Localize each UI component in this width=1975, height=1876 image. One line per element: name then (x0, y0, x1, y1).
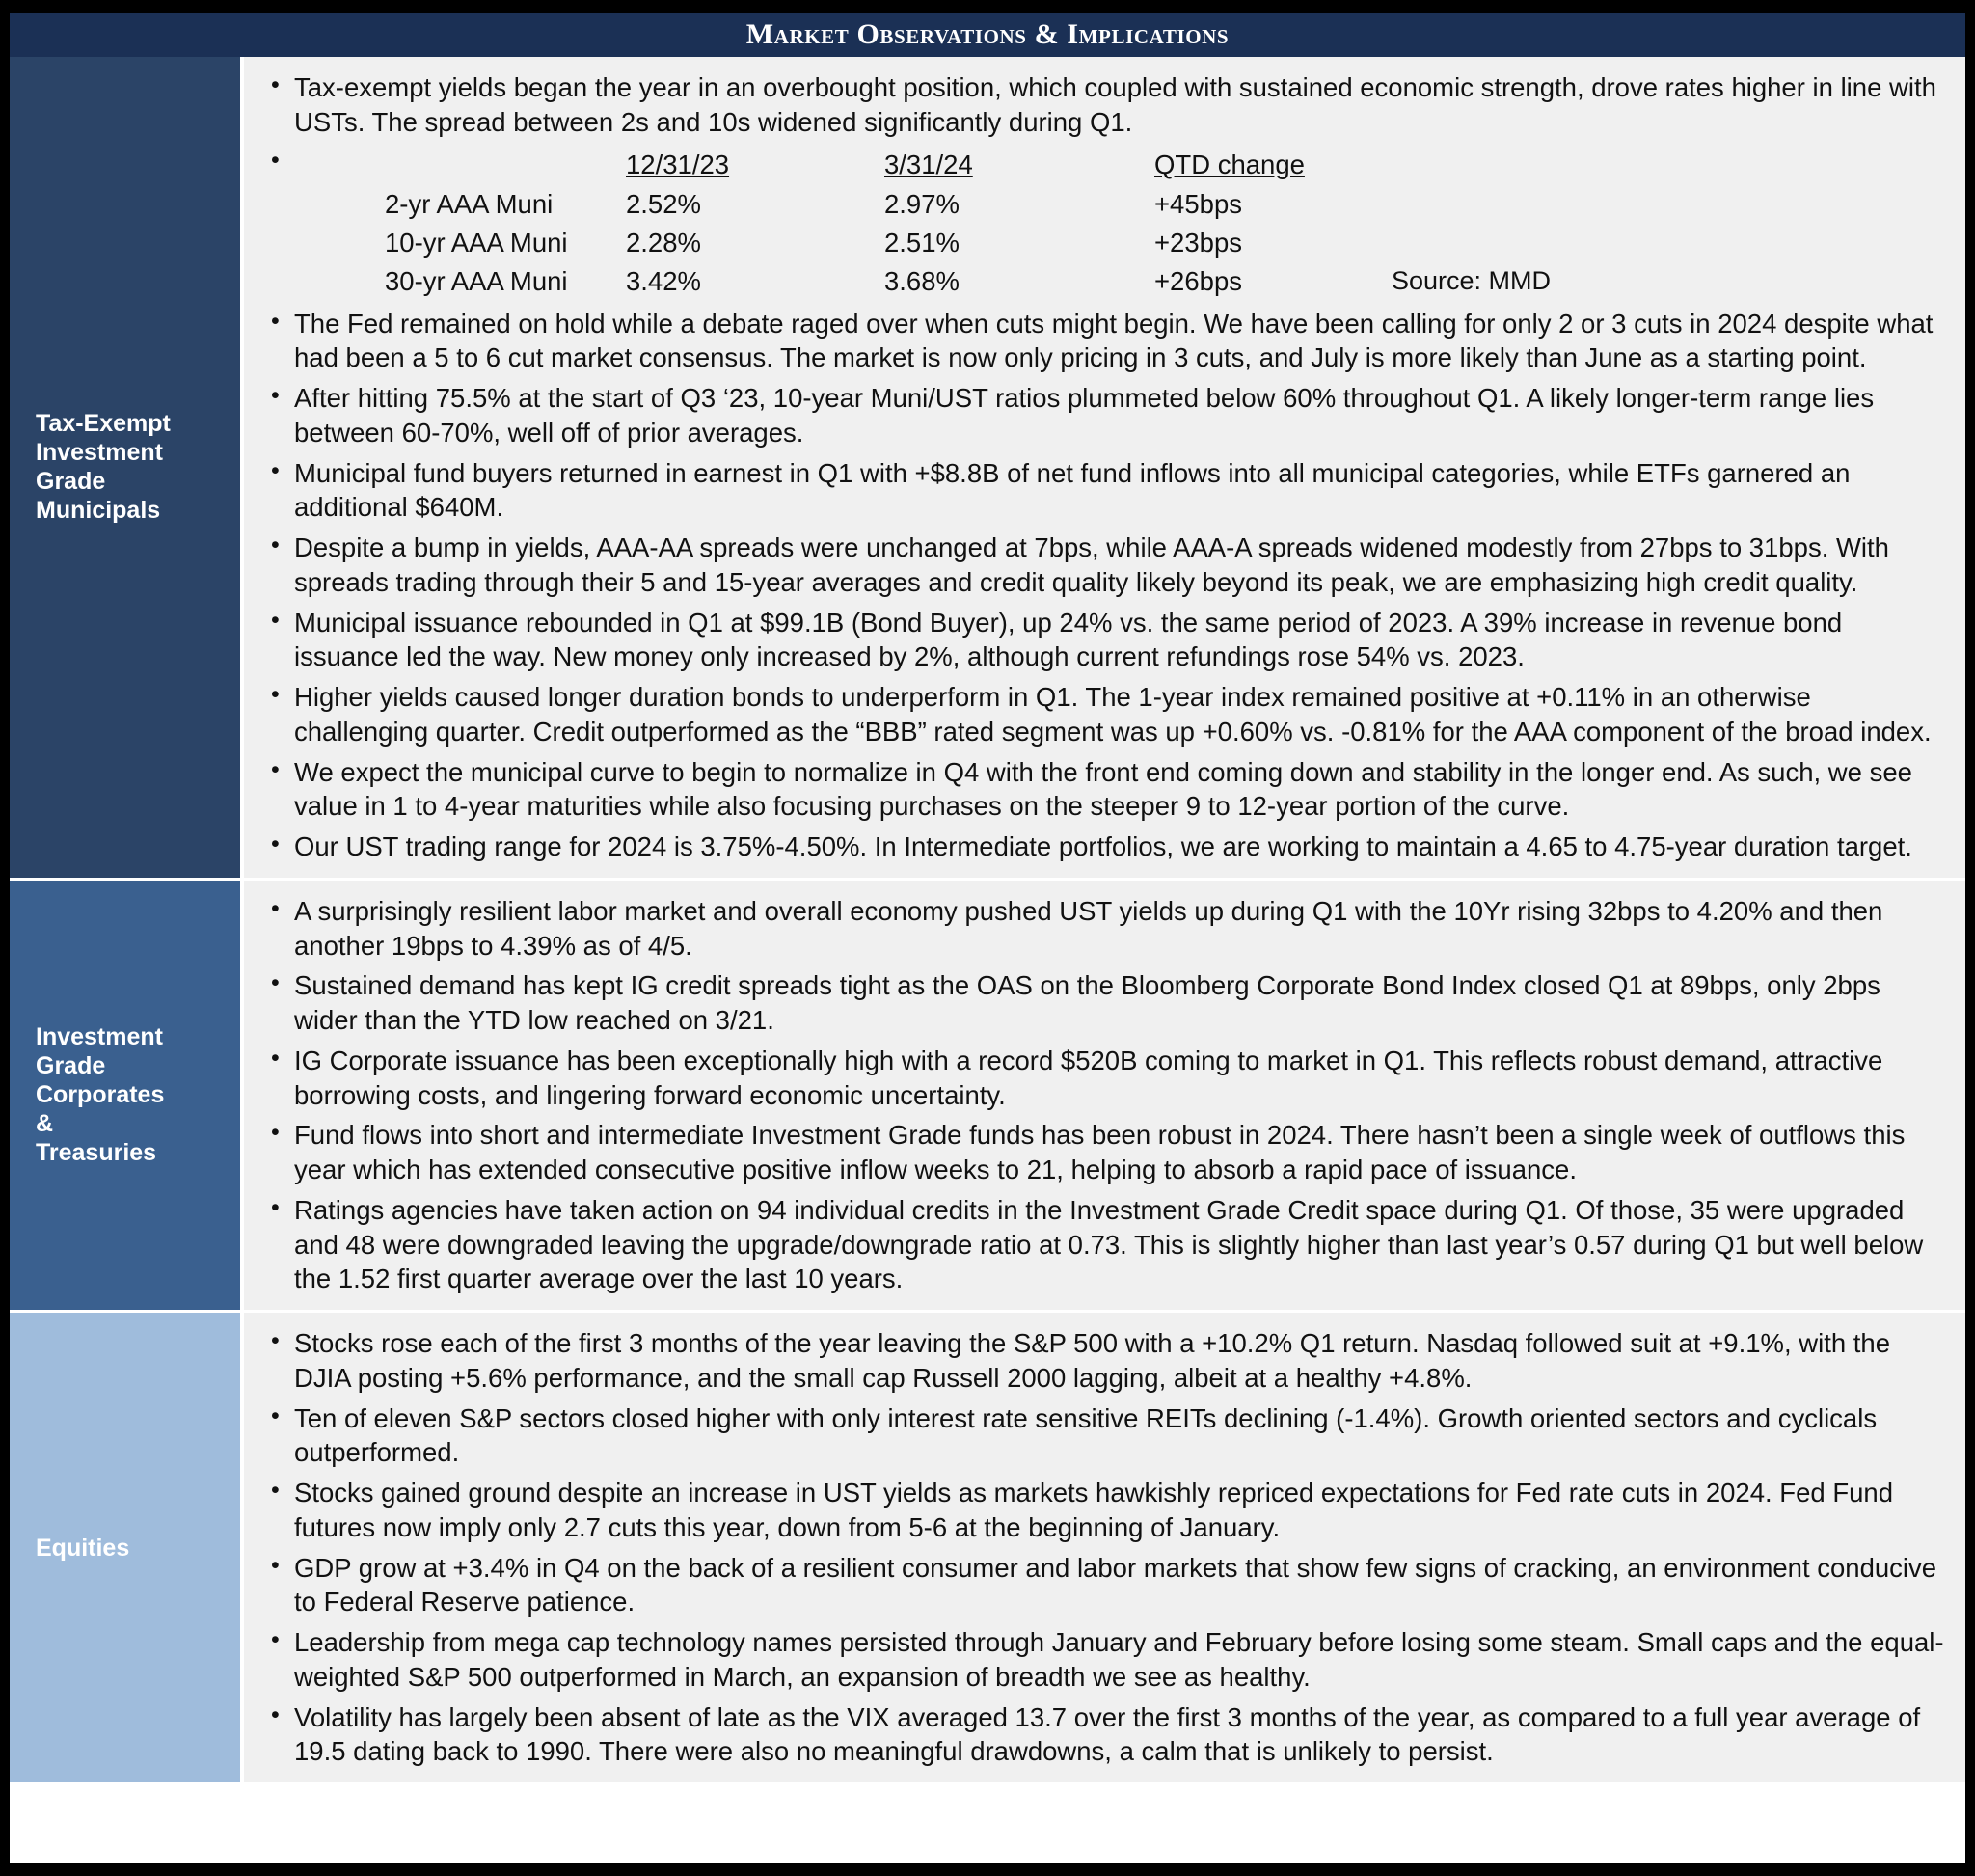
muni-yield-table-body (385, 185, 1386, 300)
cell-12-31-23: 3.42% (626, 265, 701, 296)
bullet-item: • GDP grow at +3.4% in Q4 on the back of a resilient consumer and labor markets that show few signs of cracking, an environment conducive to Federal Reserve patience. (261, 1551, 1944, 1620)
section-label-tax-exempt-municipals (10, 57, 244, 878)
section-equities (10, 1313, 1965, 1782)
muni-yield-table-head (385, 146, 1386, 186)
section-label-line: Grade (36, 1052, 106, 1080)
bullet-item: • Fund flows into short and intermediate Investment Grade funds has been robust in 2024. There hasn’t been a single week of outflows this year which has extended consecutive positive inflow weeks to 21, helping to absorb a rapid pace of issuance. (261, 1118, 1944, 1187)
bullet-item: • After hitting 75.5% at the start of Q3 ‘23, 10-year Muni/UST ratios plummeted below 60% throughout Q1. A likely longer-term range lies between 60-70%, well off of prior averages. (261, 381, 1944, 450)
cell-12-31-23: 2.28% (626, 228, 701, 258)
bullet-item: • IG Corporate issuance has been exceptionally high with a record $520B coming to market in Q1. This reflects robust demand, attractive borrowing costs, and lingering forward economic uncertainty. (261, 1044, 1944, 1113)
section-label-line: Municipals (36, 497, 161, 525)
bullet-item: • Our UST trading range for 2024 is 3.75%-4.50%. In Intermediate portfolios, we are working to maintain a 4.65 to 4.75-year duration target. (261, 829, 1944, 864)
column-header-3-31-24: 3/31/24 (884, 149, 973, 179)
column-header-qtd-change: QTD change (1154, 149, 1305, 179)
yield-table-wrapper (261, 146, 1944, 301)
bullet-item: • Leadership from mega cap technology names persisted through January and February before losing some steam. Small caps and the equal-weighted S&P 500 outperformed in March, an expansion of breadth we see as healthy. (261, 1625, 1944, 1695)
bullet-list-investment-grade (261, 894, 1944, 1296)
muni-yield-table (385, 146, 1386, 301)
cell-12-31-23: 2.52% (626, 189, 701, 220)
table-row (385, 262, 1386, 301)
cell-3-31-24: 3.68% (884, 265, 960, 296)
column-header-instrument (385, 146, 626, 186)
page-title: Market Observations & Implications (745, 18, 1230, 50)
sections-container (10, 57, 1965, 1782)
section-investment-grade-corporates (10, 881, 1965, 1313)
bullet-list-equities (261, 1326, 1944, 1769)
section-label-line: Investment (36, 439, 163, 467)
section-label-equities (10, 1313, 244, 1782)
section-label-line: Treasuries (36, 1139, 157, 1167)
bullet-item: • Municipal issuance rebounded in Q1 at $99.1B (Bond Buyer), up 24% vs. the same period of 2023. A 39% increase in revenue bond issuance led the way. New money only increased by 2%, although current refundings rose 54% vs. 2023. (261, 606, 1944, 675)
cell-3-31-24: 2.51% (884, 228, 960, 258)
bullet-item: • A surprisingly resilient labor market and overall economy pushed UST yields up during Q1 with the 10Yr rising 32bps to 4.20% and then another 19bps to 4.39% as of 4/5. (261, 894, 1944, 964)
cell-instrument: 2-yr AAA Muni (385, 189, 554, 220)
cell-qtd-change: +26bps (1154, 265, 1242, 296)
bullet-item: • Ratings agencies have taken action on 94 individual credits in the Investment Grade Credit space during Q1. Of those, 35 were upgraded and 48 were downgraded leaving the upgrade/downgrade ratio at 0.73. This is slightly higher than last year’s 0.57 during Q1 but well below the 1.52 first quarter average over the last 10 years. (261, 1193, 1944, 1296)
bullet-item: • Volatility has largely been absent of late as the VIX averaged 13.7 over the first 3 months of the year, as compared to a full year average of 19.5 dating back to 1990. There were also no meaningful drawdowns, a calm that is unlikely to persist. (261, 1700, 1944, 1770)
source-note: Source: MMD (1392, 266, 1552, 296)
bullet-item: • Ten of eleven S&P sectors closed higher with only interest rate sensitive REITs declining (-1.4%). Growth oriented sectors and cyclicals outperformed. (261, 1401, 1944, 1471)
bullet-item: • Sustained demand has kept IG credit spreads tight as the OAS on the Bloomberg Corporate Bond Index closed Q1 at 89bps, only 2bps wider than the YTD low reached on 3/21. (261, 968, 1944, 1038)
table-row (385, 224, 1386, 262)
table-row (385, 185, 1386, 224)
bullet-item: • Stocks gained ground despite an increase in UST yields as markets hawkishly repriced expectations for Fed rate cuts in 2024. Fed Fund futures now imply only 2.7 cuts this year, down from 5-6 at the beginning of January. (261, 1476, 1944, 1545)
bullet-item: • Higher yields caused longer duration bonds to underperform in Q1. The 1-year index remained positive at +0.11% in an otherwise challenging quarter. Credit outperformed as the “BBB” rated segment was up +0.60% vs. -0.81% for the AAA component of the broad index. (261, 680, 1944, 749)
bullet-item: • Despite a bump in yields, AAA-AA spreads were unchanged at 7bps, while AAA-A spreads widened modestly from 27bps to 31bps. With spreads trading through their 5 and 15-year averages and credit quality likely beyond its peak, we are emphasizing high credit quality. (261, 530, 1944, 600)
table-header-row (385, 146, 1386, 186)
section-label-line: Corporates (36, 1081, 165, 1109)
bullet-list-municipals (261, 70, 1944, 864)
section-body-equities (244, 1313, 1965, 1782)
bullet-item: • The Fed remained on hold while a debate raged over when cuts might begin. We have been calling for only 2 or 3 cuts in 2024 despite what had been a 5 to 6 cut market consensus. The market is now only pricing in 3 cuts, and July is more likely than June as a starting point. (261, 307, 1944, 376)
section-label-line: & (36, 1110, 54, 1138)
bullet-item: • Municipal fund buyers returned in earnest in Q1 with +$8.8B of net fund inflows into all municipal categories, while ETFs garnered an additional $640M. (261, 456, 1944, 526)
column-header-12-31-23: • 12/31/23 (626, 149, 730, 179)
bullet-item: • Stocks rose each of the first 3 months of the year leaving the S&P 500 with a +10.2% Q1 return. Nasdaq followed suit at +9.1%, with the DJIA posting +5.6% performance, and the small cap Russell 2000 lagging, albeit at a healthy +4.8%. (261, 1326, 1944, 1396)
section-label-line: Investment (36, 1023, 163, 1051)
section-body-investment-grade-corporates (244, 881, 1965, 1310)
cell-instrument: 10-yr AAA Muni (385, 228, 568, 258)
section-label-investment-grade-corporates (10, 881, 244, 1310)
muni-yield-block (261, 146, 1944, 301)
section-label-line: Grade (36, 468, 106, 496)
bullet-item: • We expect the municipal curve to begin to normalize in Q4 with the front end coming down and stability in the longer end. As such, we see value in 1 to 4-year maturities while also focusing purchases on the steeper 9 to 12-year portion of the curve. (261, 755, 1944, 825)
page-header (10, 13, 1965, 57)
cell-qtd-change: +23bps (1154, 228, 1242, 258)
bullet-item: • Tax-exempt yields began the year in an overbought position, which coupled with sustained economic strength, drove rates higher in line with USTs. The spread between 2s and 10s widened significantly during Q1. (261, 70, 1944, 140)
cell-instrument: 30-yr AAA Muni (385, 265, 568, 296)
cell-qtd-change: +45bps (1154, 189, 1242, 220)
section-label-line: Tax-Exempt (36, 410, 171, 438)
section-tax-exempt-municipals (10, 57, 1965, 881)
section-label-line: Equities (36, 1534, 130, 1562)
section-body-tax-exempt-municipals (244, 57, 1965, 878)
cell-3-31-24: 2.97% (884, 189, 960, 220)
